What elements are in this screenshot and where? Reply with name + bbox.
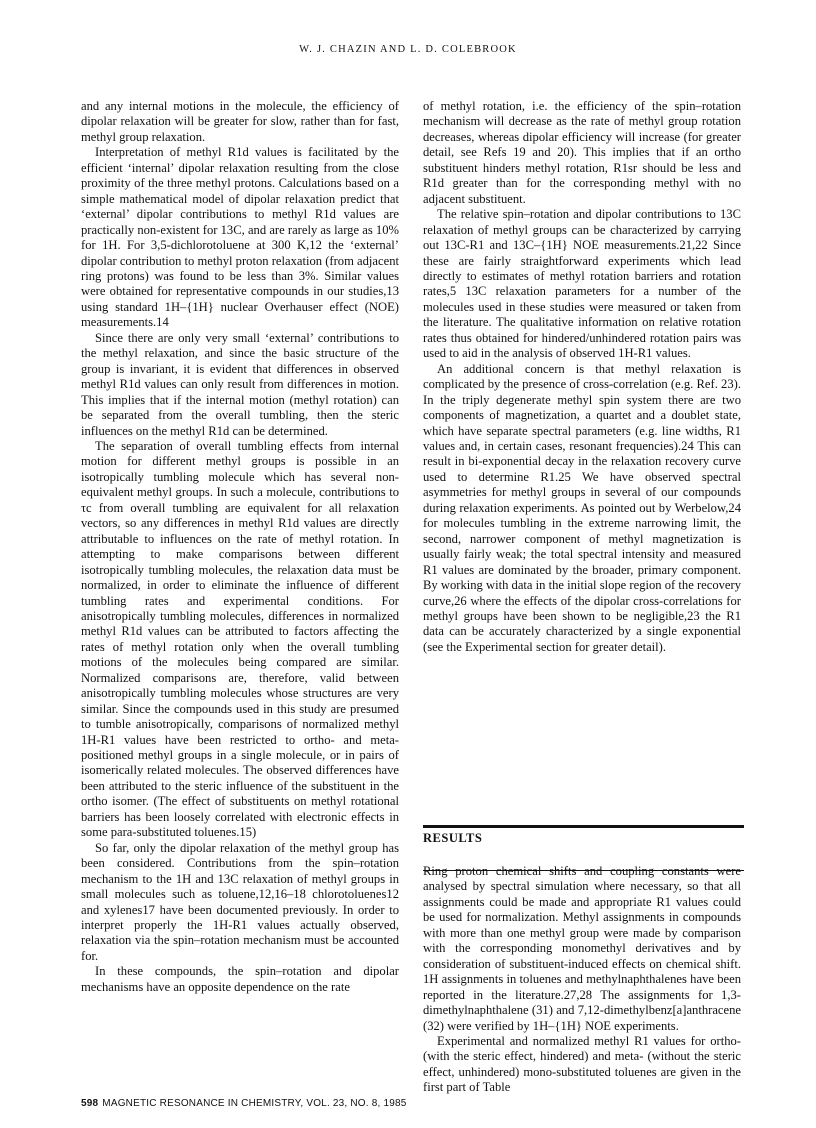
right-column [423, 99, 741, 655]
paragraph: and any internal motions in the molecule, the efficiency of dipolar relaxation will be greater for slow, rather than for fast, methyl group relaxation. [81, 99, 399, 144]
page-number: 598 [81, 1098, 99, 1109]
results-column [423, 864, 741, 1096]
section-heading: RESULTS [423, 831, 483, 845]
paragraph: So far, only the dipolar relaxation of the methyl group has been considered. Contributions from the spin–rotation mechanism to the 1H and 13C relaxation of methyl groups in small molecules such as toluene,12,16–18 chlorotoluenes12 and xylenes17 have been documented previously. In order to interpret properly the 1H-R1 values actually observed, relaxation via the spin–rotation mechanism must be accounted for. [81, 840, 399, 963]
paragraph: The separation of overall tumbling effects from internal motion for different methyl groups is possible in an isotropically tumbling molecule which has several non-equivalent methyl groups. In such a molecule, contributions to τc from overall tumbling are equivalent for all relaxation vectors, so any differences in methyl R1d values are directly attributable to influences on the rate of methyl rotation. In attempting to make comparisons between different isotropically tumbling molecules, the relaxation data must be normalized, in order to eliminate the influence of different tumbling rates and experimental conditions. For anisotropically tumbling molecules, differences in normalized methyl R1d values can be attributed to factors affecting the rates of methyl rotation only when the overall tumbling motions of the molecules being compared are similar. Normalized comparisons are, therefore, valid between anisotropically tumbling molecules whose structures are very similar. Since the compounds used in this study are presumed to tumble anisotropically, comparisons of normalized methyl 1H-R1 values have been restricted to ortho- and meta-positioned methyl groups in a single molecule, or in pairs of isomerically related molecules. The observed differences have been attributed to the steric influence of the substituent in the ortho isomer. (The effect of substituents on methyl rotational barriers has been loosely correlated with electronic effects in some para-substituted toluenes.15) [81, 438, 399, 840]
paragraph: The relative spin–rotation and dipolar contributions to 13C relaxation of methyl groups can be characterized by carrying out 13C-R1 and 13C–{1H} NOE measurements.21,22 Since these are fairly straightforward experiments which lead directly to estimates of methyl rotation barriers and rotation rates,5 13C relaxation parameters for a number of the molecules used in these studies were measured or taken from the literature. The qualitative information on relative rotation rates thus obtained for hindered/unhindered rotation pairs was used to aid in the analysis of observed 1H-R1 values. [423, 207, 741, 361]
journal-citation: MAGNETIC RESONANCE IN CHEMISTRY, VOL. 23, NO. 8, 1985 [102, 1098, 407, 1109]
left-column [81, 99, 399, 995]
paragraph: Experimental and normalized methyl R1 values for ortho- (with the steric effect, hindered) and meta- (without the steric effect, unhindered) mono-substituted toluenes are given in the first part of Table [423, 1033, 741, 1095]
running-header: W. J. CHAZIN AND L. D. COLEBROOK [299, 44, 517, 55]
paragraph: Since there are only very small ‘external’ contributions to the methyl relaxation, and since the basic structure of the group is invariant, it is evident that differences in observed methyl R1d values can only result from differences in motion. This implies that if the internal motion (methyl rotation) can be separated from the overall tumbling, then the steric influences on the methyl R1d can be determined. [81, 330, 399, 438]
paragraph: Interpretation of methyl R1d values is facilitated by the efficient ‘internal’ dipolar relaxation resulting from the close proximity of the three methyl protons. Calculations based on a simple mathematical model of dipolar relaxation predict that ‘external’ dipolar contributions to methyl R1d values are practically non-existent for 13C, and are rarely as large as 10% for 1H. For 3,5-dichlorotoluene at 300 K,12 the ‘external’ dipolar contribution to methyl proton relaxation (from adjacent ring protons) was found to be less than 3%. Similar values were obtained for representative compounds in our studies,13 using standard 1H–{1H} nuclear Overhauser effect (NOE) measurements.14 [81, 145, 399, 330]
section-rule [423, 825, 744, 828]
paragraph: An additional concern is that methyl relaxation is complicated by the presence of cross-correlation (e.g. Ref. 23). In the triply degenerate methyl spin system there are two components of magnetization, a quartet and a doublet state, which have separate spectral parameters (e.g. line widths, R1 values and, in certain cases, resonant frequencies).24 This can result in bi-exponential decay in the relaxation recovery curve used to determine R1.25 We have observed spectral asymmetries for methyl groups in several of our compounds during relaxation experiments. As pointed out by Werbelow,24 for molecules tumbling in the extreme narrowing limit, the second, narrower component of methyl magnetization is usually fairly weak; the total spectral intensity and measured R1 values are dominated by the broader, primary component. By working with data in the initial slope region of the recovery curve,26 where the effects of the dipolar cross-correlations for methyl groups have been shown to be negligible,23 the R1 data can be accurately characterized by a single exponential (see the Experimental section for greater detail). [423, 361, 741, 654]
paragraph: Ring proton chemical shifts and coupling constants were analysed by spectral simulation where necessary, so that all assignments could be made and appropriate R1 values could be used for normalization. Methyl assignments in compounds with more than one methyl group were made by comparison with the corresponding monomethyl derivatives and by consideration of substituent-induced effects on chemical shift. 1H assignments in toluenes and methylnaphthalenes have been reported in the literature.27,28 The assignments for 1,3-dimethylnaphthalene (31) and 7,12-dimethylbenz[a]anthracene (32) were verified by 1H–{1H} NOE experiments. [423, 864, 741, 1033]
paragraph: In these compounds, the spin–rotation and dipolar mechanisms have an opposite dependence on the rate [81, 964, 399, 994]
page-footer [81, 1098, 407, 1109]
paragraph: of methyl rotation, i.e. the efficiency of the spin–rotation mechanism will decrease as the rate of methyl group rotation decreases, whereas dipolar efficiency will increase (for greater detail, see Refs 19 and 20). This implies that if an ortho substituent hinders methyl rotation, R1sr should be less and R1d greater than for the corresponding methyl with no adjacent substituent. [423, 99, 741, 206]
